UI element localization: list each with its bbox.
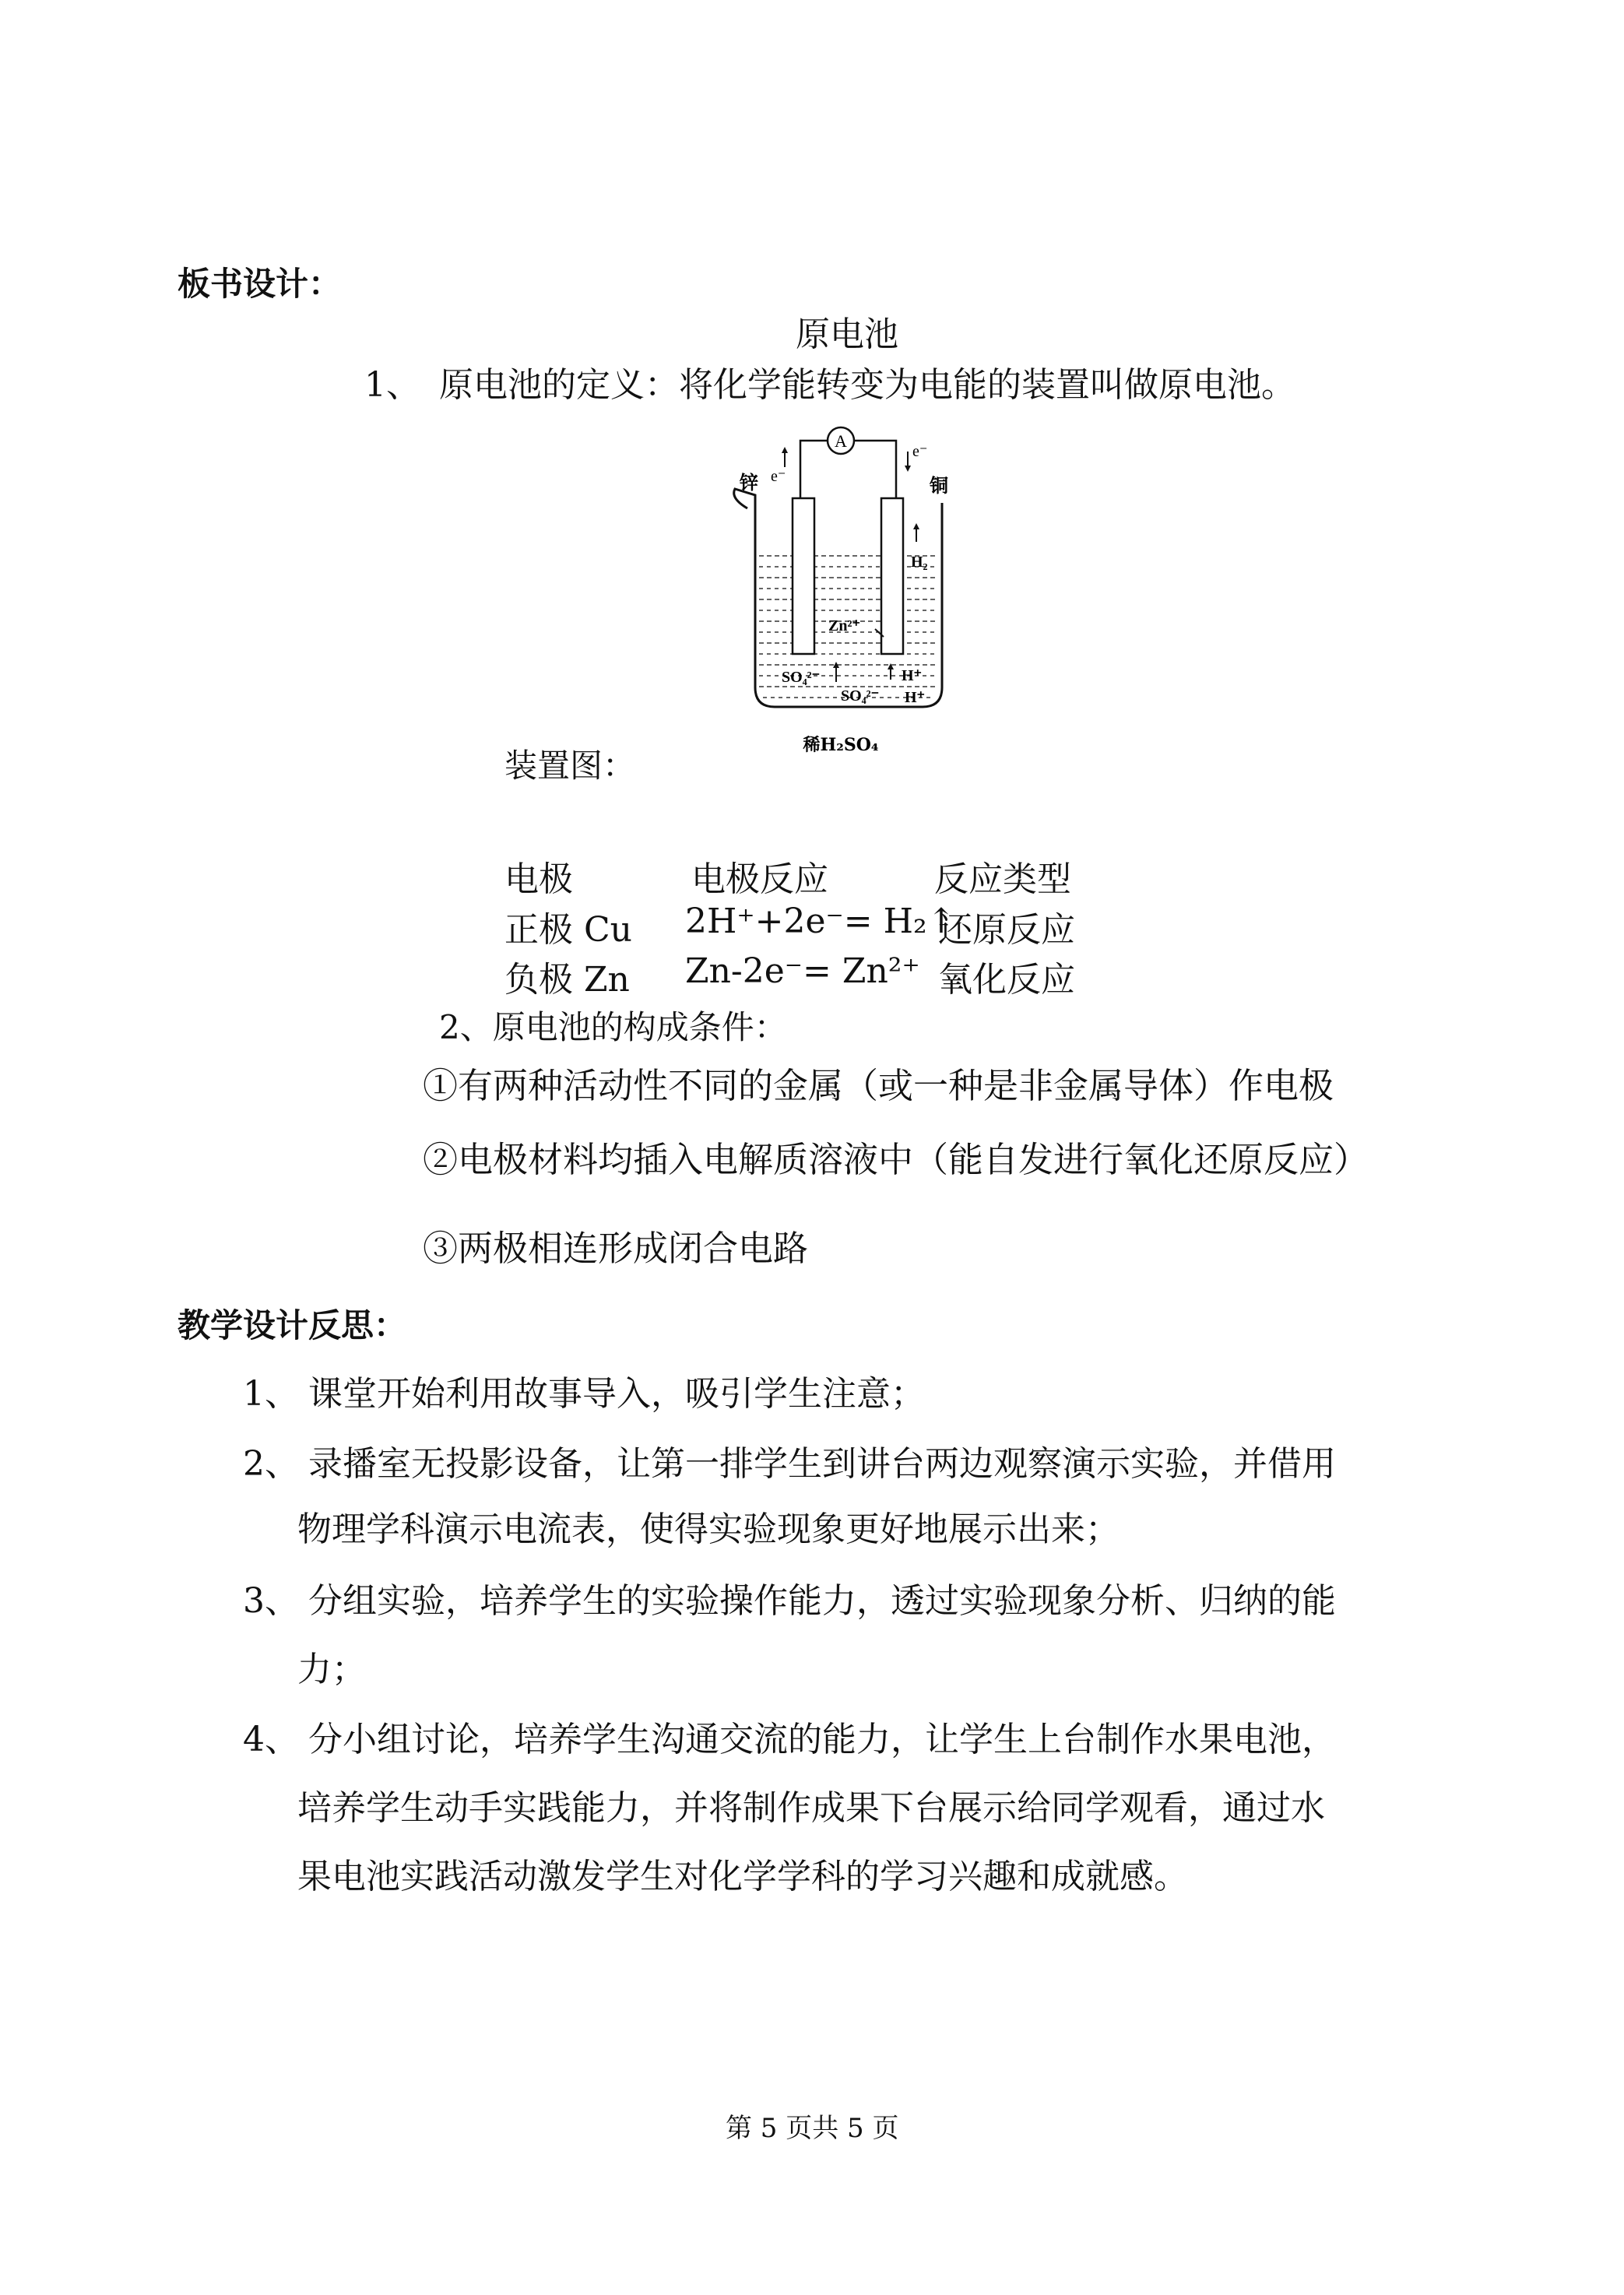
h-ion-label-upper: H⁺ xyxy=(902,667,923,684)
hydrogen-arrowhead xyxy=(913,523,919,529)
reflection-item-number: 1、 xyxy=(243,1374,299,1414)
reflection-item-number: 4、 xyxy=(243,1720,299,1759)
definition-number: 1、 xyxy=(364,365,420,405)
reflection-item-line: 物理学科演示电流表，使得实验现象更好地展示出来； xyxy=(297,1509,1120,1549)
reflection-item-line: 培养学生动手实践能力，并将制作成果下台展示给同学观看，通过水 xyxy=(297,1788,1325,1828)
reflection-heading: 教学设计反思： xyxy=(178,1306,407,1344)
solution-label: 稀H₂SO₄ xyxy=(803,735,879,755)
board-design-heading: 板书设计： xyxy=(178,265,342,303)
table-header-electrode: 电极 xyxy=(504,859,573,899)
galvanic-cell-diagram xyxy=(724,411,958,768)
electron-label-left: e⁻ xyxy=(771,468,786,485)
section-title: 原电池 xyxy=(796,315,898,354)
ammeter-label: A xyxy=(835,431,847,451)
table-cell-electrode: 正极 Cu xyxy=(504,910,632,950)
zinc-electrode xyxy=(793,498,814,654)
definition-text: 原电池的定义：将化学能转变为电能的装置叫做原电池。 xyxy=(439,365,1295,405)
table-cell-type: 还原反应 xyxy=(938,910,1075,950)
electron-arrowhead-left xyxy=(782,447,788,453)
table-cell-type: 氧化反应 xyxy=(938,960,1075,1000)
conditions-title: 2、原电池的构成条件： xyxy=(439,1008,787,1046)
copper-electrode xyxy=(881,498,903,654)
diagram-caption: 装置图： xyxy=(504,747,636,785)
sulfate-label-left: SO₄²⁻ xyxy=(782,669,821,686)
h-ion-arrowhead xyxy=(888,663,894,670)
wire-right xyxy=(853,441,896,501)
reflection-item-line: 录播室无投影设备，让第一排学生到讲台两边观察演示实验，并借用 xyxy=(308,1444,1336,1484)
reflection-item-line: 果电池实践活动激发学生对化学学科的学习兴趣和成就感。 xyxy=(297,1857,1188,1896)
reflection-item-line: 分小组讨论，培养学生沟通交流的能力，让学生上台制作水果电池， xyxy=(308,1720,1336,1759)
copper-label: 铜 xyxy=(930,475,948,497)
condition-item: ③两极相连形成闭合电路 xyxy=(423,1228,809,1269)
table-cell-electrode: 负极 Zn xyxy=(504,960,630,1000)
hydrogen-label: H₂ xyxy=(911,554,928,571)
sulfate-label-mid: SO₄²⁻ xyxy=(841,687,880,705)
wire-left xyxy=(800,441,828,501)
reflection-item-line: 分组实验，培养学生的实验操作能力，透过实验现象分析、归纳的能 xyxy=(308,1581,1336,1621)
condition-item: ②电极材料均插入电解质溶液中（能自发进行氧化还原反应） xyxy=(423,1139,1369,1180)
condition-item: ①有两种活动性不同的金属（或一种是非金属导体）作电极 xyxy=(423,1065,1334,1106)
h-ion-label-lower: H⁺ xyxy=(905,689,926,706)
reflection-item-line: 力； xyxy=(297,1650,366,1689)
reflection-item-line: 课堂开始利用故事导入，吸引学生注意； xyxy=(308,1374,925,1414)
table-header-type: 反应类型 xyxy=(934,859,1071,899)
reflection-item-number: 2、 xyxy=(243,1444,299,1484)
table-header-reaction: 电极反应 xyxy=(691,859,828,899)
zinc-label: 锌 xyxy=(740,472,758,494)
reflection-item-number: 3、 xyxy=(243,1581,299,1621)
table-cell-reaction: Zn-2e⁻= Zn²⁺ xyxy=(685,951,920,991)
zinc-ion-label: Zn²⁺ xyxy=(828,617,861,634)
electron-arrowhead-right xyxy=(905,466,911,472)
table-cell-reaction: 2H⁺+2e⁻= H₂↑ xyxy=(685,901,956,941)
page-number: 第 5 页共 5 页 xyxy=(726,2113,899,2144)
electron-label-right: e⁻ xyxy=(912,443,928,460)
